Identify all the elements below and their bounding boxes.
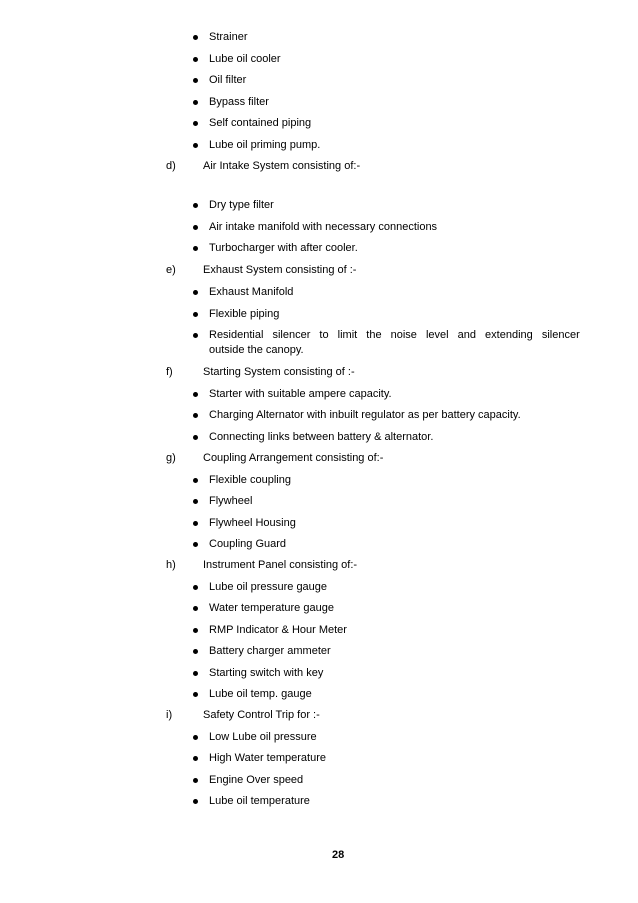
list-item: Engine Over speed [209,774,304,786]
bullet-icon [193,392,198,397]
bullet-icon [193,333,198,338]
list-item: Coupling Guard [209,538,287,550]
section-marker: i) [166,709,173,721]
list-item: Oil filter [209,74,247,86]
section-heading: Safety Control Trip for :- [203,709,320,721]
bullet-icon [193,628,198,633]
list-item: Connecting links between battery & alternator. [209,431,434,443]
list-item: Flexible piping [209,308,280,320]
list-item: Starter with suitable ampere capacity. [209,388,392,400]
bullet-icon [193,203,198,208]
bullet-icon [193,499,198,504]
list-item: Low Lube oil pressure [209,731,317,743]
section-heading: Instrument Panel consisting of:- [203,559,358,571]
list-item: Lube oil temperature [209,795,310,807]
bullet-icon [193,121,198,126]
bullet-icon [193,478,198,483]
bullet-icon [193,649,198,654]
list-item: Dry type filter [209,199,274,211]
bullet-icon [193,756,198,761]
section-marker: f) [166,366,173,378]
section-marker: d) [166,160,176,172]
bullet-icon [193,246,198,251]
bullet-icon [193,78,198,83]
list-item: Self contained piping [209,117,312,129]
section-heading: Starting System consisting of :- [203,366,355,378]
list-item: Flywheel [209,495,253,507]
list-item: Strainer [209,31,248,43]
bullet-icon [193,413,198,418]
list-item: Battery charger ammeter [209,645,331,657]
bullet-icon [193,225,198,230]
list-item: Bypass filter [209,96,269,108]
section-marker: e) [166,264,176,276]
section-marker: g) [166,452,176,464]
list-item: Flexible coupling [209,474,291,486]
list-item: Water temperature gauge [209,602,334,614]
list-item: Turbocharger with after cooler. [209,242,358,254]
section-marker: h) [166,559,176,571]
list-item: Starting switch with key [209,667,324,679]
list-item-wrapped: Residential silencer to limit the noise level and extending silencer [209,329,580,341]
bullet-icon [193,799,198,804]
bullet-icon [193,312,198,317]
list-item: Flywheel Housing [209,517,296,529]
list-item: Lube oil temp. gauge [209,688,312,700]
list-item: Air intake manifold with necessary connections [209,221,438,233]
section-heading: Exhaust System consisting of :- [203,264,357,276]
bullet-icon [193,778,198,783]
list-item: Exhaust Manifold [209,286,294,298]
section-heading: Coupling Arrangement consisting of:- [203,452,384,464]
bullet-icon [193,435,198,440]
list-item: Charging Alternator with inbuilt regulator as per battery capacity. [209,409,521,421]
list-item: RMP Indicator & Hour Meter [209,624,347,636]
bullet-icon [193,671,198,676]
bullet-icon [193,100,198,105]
bullet-icon [193,521,198,526]
list-item: Lube oil cooler [209,53,281,65]
bullet-icon [193,542,198,547]
bullet-icon [193,35,198,40]
list-item: Lube oil priming pump. [209,139,321,151]
list-item: Lube oil pressure gauge [209,581,328,593]
bullet-icon [193,585,198,590]
bullet-icon [193,606,198,611]
bullet-icon [193,692,198,697]
bullet-icon [193,290,198,295]
bullet-icon [193,143,198,148]
bullet-icon [193,57,198,62]
list-item: High Water temperature [209,752,326,764]
list-item-continuation: outside the canopy. [209,344,304,356]
section-heading: Air Intake System consisting of:- [203,160,361,172]
bullet-icon [193,735,198,740]
page-number: 28 [332,849,345,861]
